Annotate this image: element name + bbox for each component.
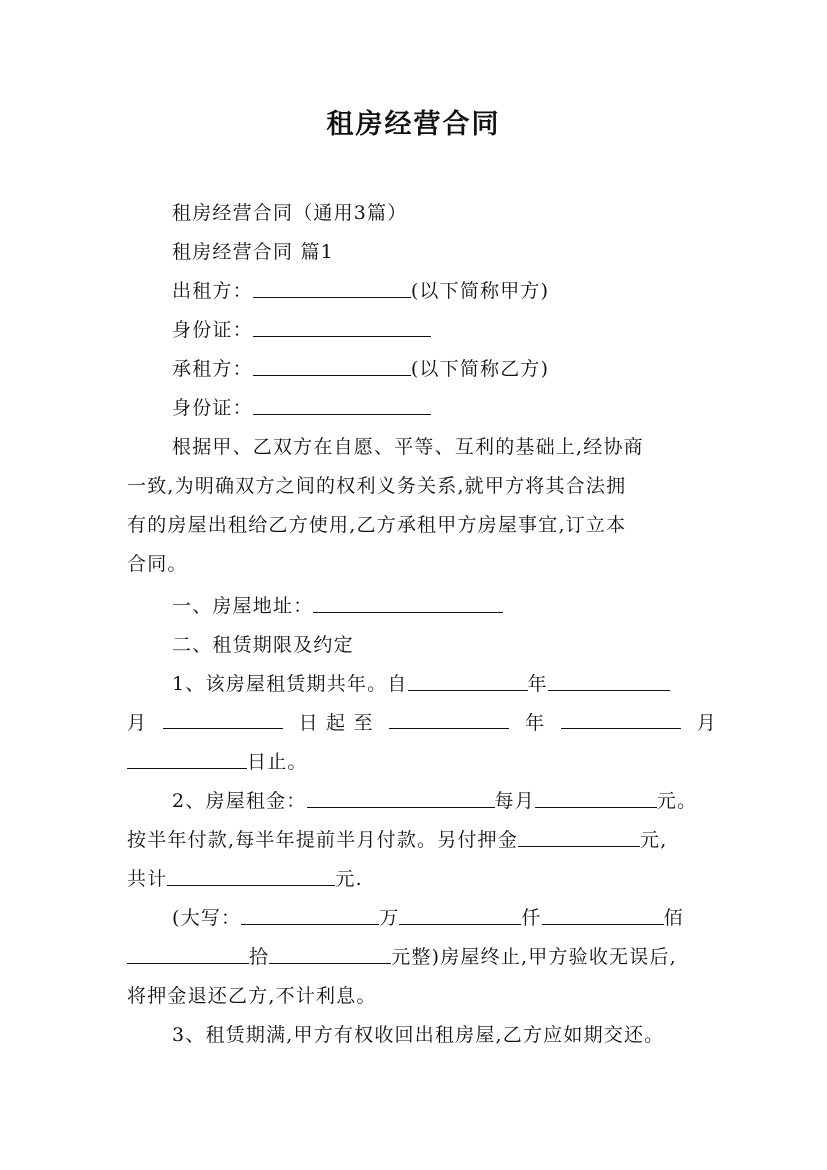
rent-label: 2、房屋租金： bbox=[172, 790, 307, 812]
day-from-label: 日 起 至 bbox=[298, 712, 374, 734]
bai-label: 佰 bbox=[663, 907, 684, 929]
total-blank bbox=[167, 884, 335, 886]
paragraph-line: 根据甲、乙双方在自愿、平等、互利的基础上,经协商 bbox=[172, 436, 644, 458]
wan-blank bbox=[241, 923, 379, 925]
lessor-blank bbox=[253, 296, 411, 298]
address-label: 一、房屋地址： bbox=[172, 595, 314, 617]
id-label-1: 身份证： bbox=[172, 319, 253, 341]
bai-blank bbox=[542, 923, 664, 925]
capital-end-text: 元整)房屋终止,甲方验收无误后, bbox=[391, 946, 677, 968]
capital-line1 bbox=[172, 903, 717, 930]
lessee-suffix: (以下简称乙方) bbox=[410, 358, 550, 380]
document-title: 租房经营合同 bbox=[326, 109, 501, 140]
id-blank-2 bbox=[253, 413, 431, 415]
lessor-line bbox=[172, 276, 717, 303]
monthly-blank bbox=[535, 806, 657, 808]
paragraph-line: 合同。 bbox=[127, 553, 188, 575]
monthly-label: 每月 bbox=[494, 790, 535, 812]
shi-label: 拾 bbox=[249, 946, 270, 968]
end-month-blank bbox=[561, 727, 681, 729]
lessor-suffix: (以下简称甲方) bbox=[410, 280, 550, 302]
payment-text: 按半年付款,每半年提前半月付款。另付押金 bbox=[127, 829, 519, 851]
id-line-2 bbox=[172, 393, 717, 420]
clause2-line1 bbox=[172, 786, 717, 813]
clause3-line: 3、租赁期满,甲方有权收回出租房屋,乙方应如期交还。 bbox=[172, 1024, 665, 1046]
start-month-blank bbox=[548, 689, 670, 691]
clause1-text: 1、该房屋租赁期共年。自 bbox=[172, 673, 408, 695]
end-year-blank bbox=[389, 727, 509, 729]
subtitle-general: 租房经营合同（通用3篇） bbox=[172, 202, 408, 224]
start-day-blank bbox=[163, 727, 283, 729]
year-label: 年 bbox=[527, 673, 548, 695]
clause1-line1 bbox=[172, 669, 717, 696]
id-label-2: 身份证： bbox=[172, 397, 253, 419]
paragraph-line: 有的房屋出租给乙方使用,乙方承租甲方房屋事宜,订立本 bbox=[127, 514, 627, 536]
end-label: 日止。 bbox=[247, 751, 308, 773]
lessor-label: 出租方： bbox=[172, 280, 253, 302]
address-blank bbox=[313, 611, 503, 613]
clause1-line2 bbox=[127, 708, 717, 735]
shi-prefix-blank bbox=[127, 962, 249, 964]
capital-label: (大写： bbox=[172, 907, 242, 929]
clause2-line3 bbox=[127, 864, 717, 891]
subtitle-part1: 租房经营合同 篇1 bbox=[172, 241, 334, 263]
qian-blank bbox=[399, 923, 521, 925]
lessee-line bbox=[172, 354, 717, 381]
paragraph-line: 一致,为明确双方之间的权利义务关系,就甲方将其合法拥 bbox=[127, 475, 627, 497]
lessee-label: 承租方： bbox=[172, 358, 253, 380]
section-address bbox=[172, 591, 717, 618]
capital-line2 bbox=[127, 942, 717, 969]
yuan-label: 元。 bbox=[656, 790, 698, 812]
end-day-blank bbox=[127, 767, 247, 769]
start-year-blank bbox=[408, 689, 528, 691]
id-blank-1 bbox=[253, 335, 431, 337]
wan-label: 万 bbox=[379, 907, 400, 929]
yuan-label-2: 元, bbox=[640, 829, 668, 851]
month-label-2: 月 bbox=[696, 712, 717, 734]
year-label-2: 年 bbox=[525, 712, 546, 734]
month-label: 月 bbox=[127, 712, 148, 734]
section-term: 二、租赁期限及约定 bbox=[172, 634, 354, 656]
clause2-line2 bbox=[127, 825, 717, 852]
shi-blank bbox=[269, 962, 391, 964]
capital-line3: 将押金退还乙方,不计利息。 bbox=[127, 985, 377, 1007]
deposit-blank bbox=[518, 845, 640, 847]
clause1-line3 bbox=[127, 747, 717, 774]
total-label: 共计 bbox=[127, 868, 168, 890]
qian-label: 仟 bbox=[521, 907, 542, 929]
yuan-label-3: 元. bbox=[335, 868, 363, 890]
rent-blank bbox=[307, 806, 495, 808]
lessee-blank bbox=[253, 374, 411, 376]
id-line-1 bbox=[172, 315, 717, 342]
